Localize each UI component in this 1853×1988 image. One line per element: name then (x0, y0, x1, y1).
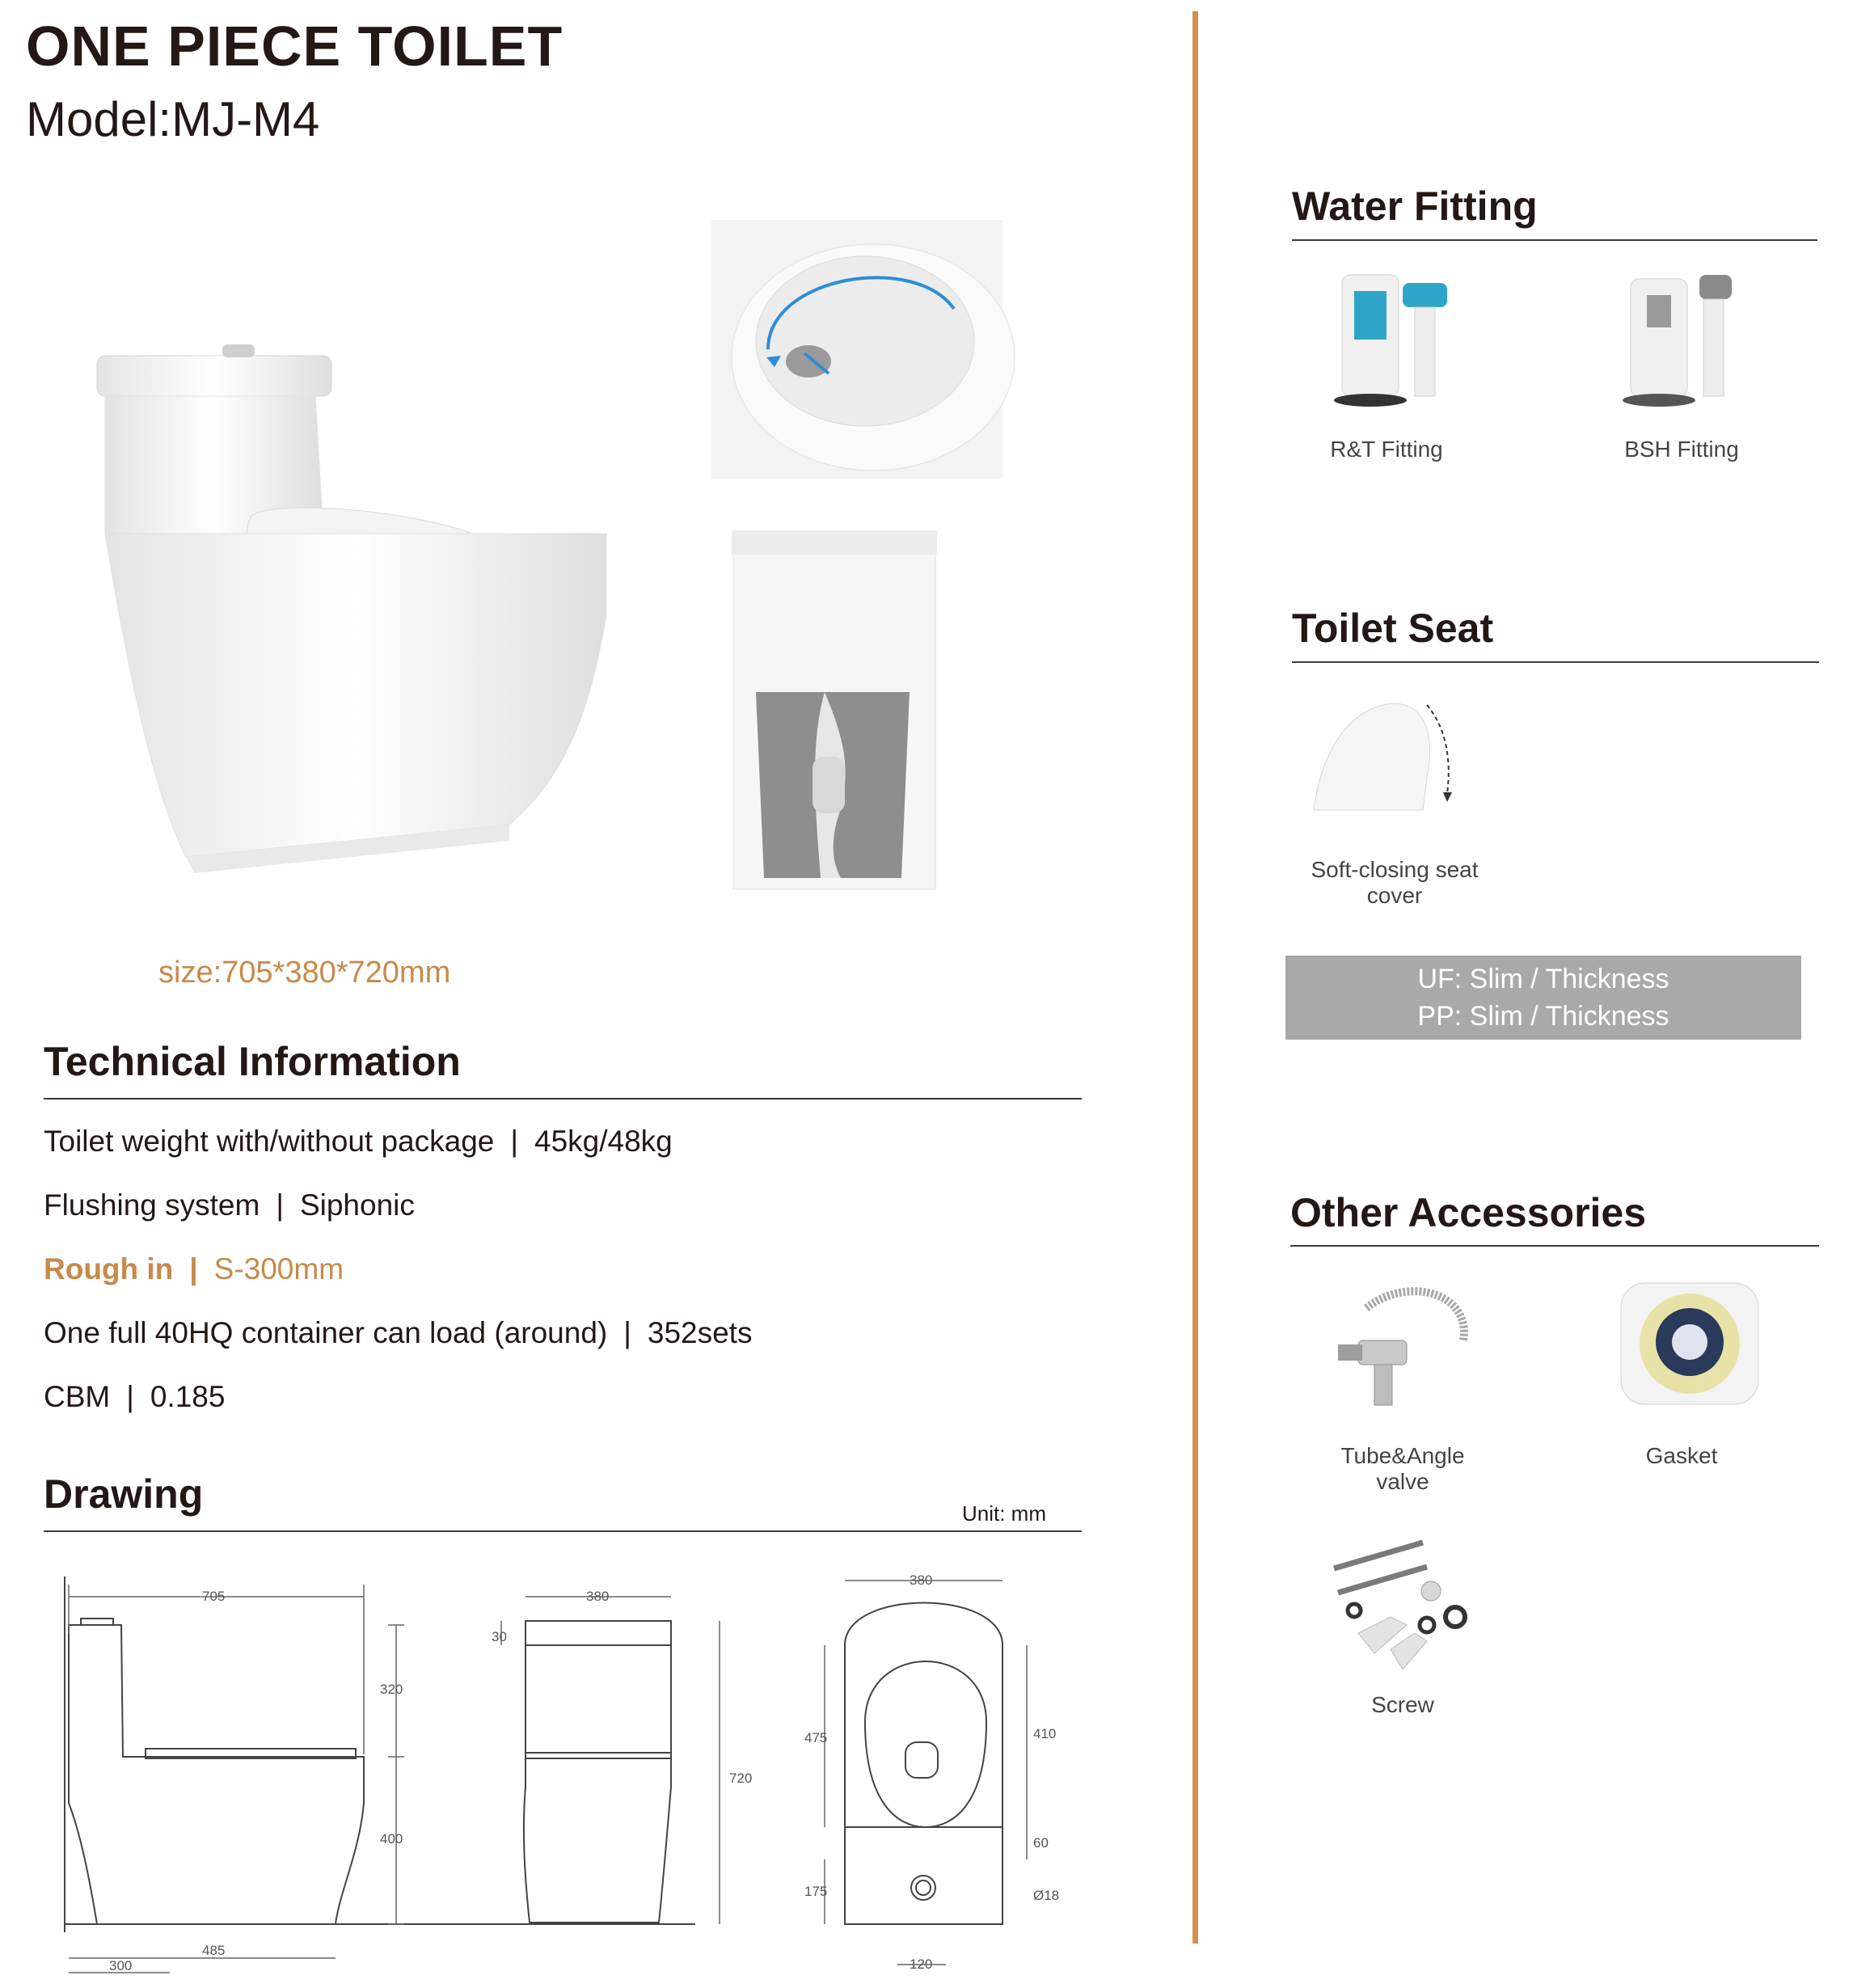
model-number: Model:MJ-M4 (26, 92, 320, 146)
drawing-heading: Drawing (44, 1471, 204, 1517)
spec-separator: | (189, 1252, 198, 1285)
tube-angle-valve-label-line1: Tube&Angle (1340, 1443, 1465, 1468)
rt-fitting-image (1330, 267, 1475, 412)
toilet-back-view-image (732, 530, 942, 894)
dim-top-outlet: 175 (804, 1884, 828, 1899)
dim-top-outlet-width: 120 (910, 1956, 933, 1972)
seat-option-pp: PP: Slim / Thickness (1417, 1001, 1669, 1032)
water-fitting-rule (1292, 239, 1817, 241)
seat-cover-image (1306, 697, 1467, 826)
spec-separator: | (276, 1188, 284, 1222)
dim-top-length: 475 (804, 1730, 828, 1745)
dim-front-lid: 30 (492, 1629, 507, 1644)
seat-cover-label-line1: Soft-closing seat (1311, 857, 1479, 882)
water-fitting-heading: Water Fitting (1292, 184, 1538, 229)
dim-top-offset: 60 (1033, 1835, 1049, 1851)
spec-row-cbm (44, 1382, 225, 1412)
spec-separator: | (623, 1316, 631, 1349)
dim-front-height: 720 (729, 1771, 753, 1786)
technical-heading: Technical Information (44, 1039, 461, 1084)
spec-key: Rough in (44, 1252, 174, 1285)
column-divider (1192, 11, 1198, 1944)
gasket-label: Gasket (1645, 1443, 1718, 1468)
spec-key: CBM (44, 1380, 111, 1413)
seat-options-box (1285, 956, 1801, 1040)
product-size: size:705*380*720mm (158, 956, 451, 990)
spec-value: 45kg/48kg (534, 1125, 673, 1158)
spec-key: Flushing system (44, 1188, 260, 1222)
bowl-top-view-image (711, 220, 1002, 479)
dim-side-depth: 485 (202, 1943, 226, 1958)
spec-key: One full 40HQ container can load (around) (44, 1316, 608, 1349)
technical-drawing (49, 1560, 1083, 1981)
spec-value: S-300mm (213, 1252, 344, 1285)
drawing-rule (44, 1530, 1082, 1532)
dim-side-base-height: 400 (380, 1831, 403, 1847)
accessories-rule (1290, 1245, 1819, 1247)
spec-row-container (44, 1318, 752, 1348)
dim-top-width: 380 (910, 1572, 933, 1588)
spec-value: 352sets (647, 1316, 753, 1349)
screw-image (1326, 1536, 1479, 1682)
tube-angle-valve-label-line2: valve (1376, 1469, 1429, 1495)
dim-side-length: 705 (202, 1589, 226, 1604)
technical-rule (44, 1098, 1082, 1100)
dim-front-width: 380 (586, 1589, 610, 1604)
spec-value: 0.185 (150, 1380, 226, 1413)
seat-cover-label (1273, 857, 1516, 909)
seat-cover-label-line2: cover (1366, 883, 1423, 909)
toilet-seat-heading: Toilet Seat (1292, 606, 1494, 651)
toilet-seat-rule (1292, 661, 1819, 663)
spec-separator: | (510, 1125, 518, 1158)
accessories-heading: Other Accessories (1290, 1190, 1647, 1235)
dim-side-rough-in: 300 (109, 1958, 133, 1973)
bsh-fitting-image (1619, 267, 1764, 412)
spec-separator: | (126, 1380, 134, 1413)
spec-row-weight (44, 1126, 673, 1156)
tube-angle-valve-image (1334, 1276, 1479, 1421)
tube-angle-valve-label (1302, 1443, 1504, 1495)
dim-top-bowl: 410 (1033, 1726, 1057, 1741)
rt-fitting-label: R&T Fitting (1330, 437, 1443, 462)
bsh-fitting-label: BSH Fitting (1624, 437, 1739, 462)
spec-row-rough-in (44, 1254, 344, 1284)
gasket-image (1617, 1279, 1762, 1408)
drawing-unit: Unit: mm (962, 1501, 1046, 1526)
spec-key: Toilet weight with/without package (44, 1125, 495, 1158)
toilet-side-view-image (89, 340, 614, 889)
dim-top-diameter: Ø18 (1033, 1888, 1060, 1903)
dim-side-tank-height: 320 (380, 1682, 403, 1697)
seat-option-uf: UF: Slim / Thickness (1417, 964, 1669, 994)
screw-label: Screw (1371, 1692, 1434, 1717)
page-title: ONE PIECE TOILET (26, 15, 563, 78)
spec-row-flushing (44, 1190, 415, 1220)
spec-value: Siphonic (299, 1188, 415, 1222)
